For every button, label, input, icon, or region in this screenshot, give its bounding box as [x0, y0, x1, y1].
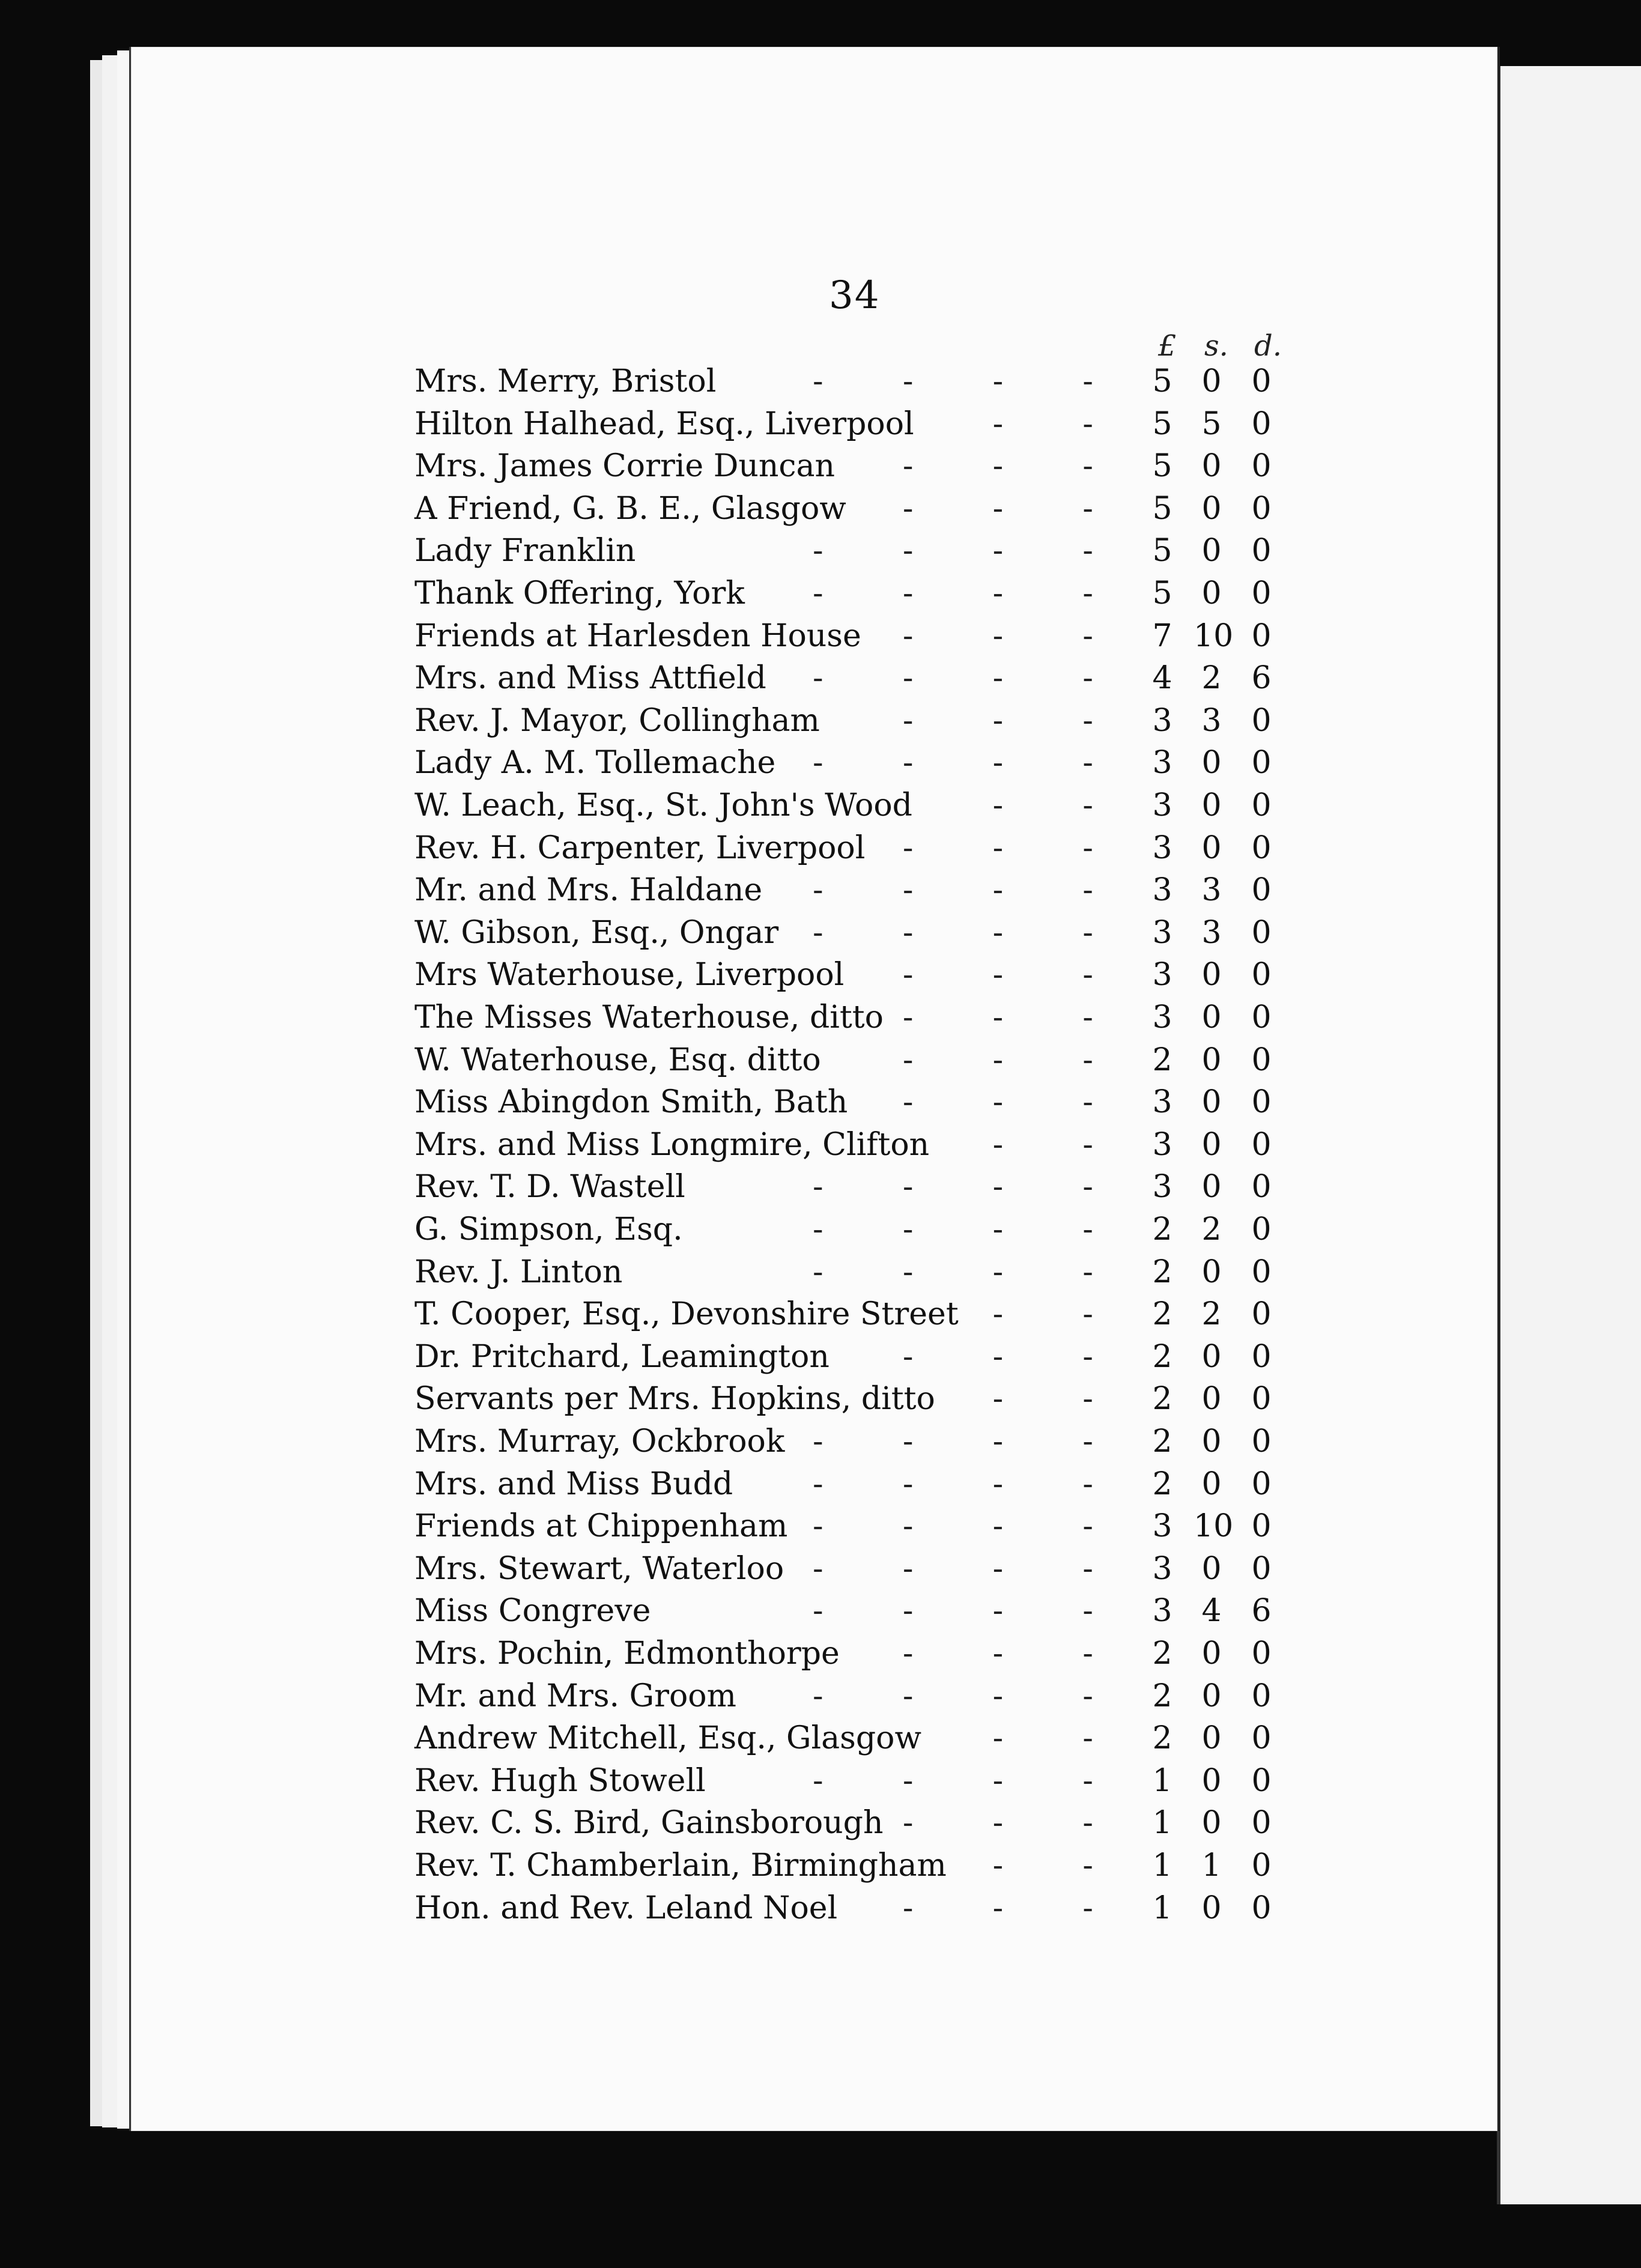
amount-shillings: 0: [1201, 1678, 1222, 1714]
amount-pounds: 3: [1152, 787, 1172, 823]
amount-pounds: 5: [1152, 533, 1172, 569]
amount-pence: 0: [1251, 1508, 1272, 1545]
amount-shillings: 2: [1201, 1211, 1222, 1248]
amount-shillings: 0: [1201, 999, 1222, 1035]
amount-shillings: 0: [1201, 1042, 1222, 1078]
list-item: [414, 403, 1297, 445]
list-item: [414, 1124, 1297, 1166]
donor-name: G. Simpson, Esq.: [414, 1208, 694, 1251]
amount-pence: 0: [1251, 1762, 1272, 1799]
list-item: [414, 742, 1297, 784]
amount-shillings: 0: [1201, 1169, 1222, 1205]
amount-pounds: 3: [1152, 872, 1172, 909]
amount-pence: 0: [1251, 1084, 1272, 1121]
amount-pence: 0: [1251, 1466, 1272, 1502]
amount-shillings: 1: [1201, 1848, 1222, 1884]
amount-pence: 0: [1251, 1042, 1272, 1078]
list-item: [414, 360, 1297, 402]
amount-pence: 0: [1251, 702, 1272, 739]
list-item: [414, 1760, 1297, 1802]
amount-pounds: 3: [1152, 999, 1172, 1035]
amount-pounds: 3: [1152, 1550, 1172, 1587]
amount-pounds: 3: [1152, 1169, 1172, 1205]
amount-pence: 0: [1251, 1424, 1272, 1460]
amount-shillings: 0: [1201, 575, 1222, 611]
amount-pence: 0: [1251, 448, 1272, 485]
amount-shillings: 0: [1201, 1720, 1222, 1757]
amount-pence: 0: [1251, 533, 1272, 569]
list-item: [414, 1166, 1297, 1208]
amount-pounds: 3: [1152, 1508, 1172, 1545]
list-item: [414, 1887, 1297, 1929]
amount-pounds: 5: [1152, 405, 1172, 442]
donor-name: Rev. T. Chamberlain, Birmingham: [414, 1845, 957, 1887]
amount-pence: 0: [1251, 1636, 1272, 1672]
donor-name: Mr. and Mrs. Haldane: [414, 869, 773, 911]
list-item: [414, 1208, 1297, 1251]
donor-name: The Misses Waterhouse, ditto: [414, 996, 894, 1038]
amount-pounds: 3: [1152, 702, 1172, 739]
donor-name: Hon. and Rev. Leland Noel: [414, 1887, 848, 1929]
amount-pence: 0: [1251, 1169, 1272, 1205]
amount-shillings: 0: [1201, 1762, 1222, 1799]
amount-shillings: 10: [1194, 617, 1234, 654]
list-item: [414, 827, 1297, 869]
amount-pence: 0: [1251, 617, 1272, 654]
amount-pounds: 5: [1152, 575, 1172, 611]
amount-pence: 0: [1251, 1805, 1272, 1842]
amount-pounds: 4: [1152, 660, 1172, 697]
column-header-shillings: s.: [1204, 329, 1228, 363]
amount-shillings: 5: [1201, 405, 1222, 442]
amount-shillings: 0: [1201, 1126, 1222, 1163]
amount-pounds: 1: [1152, 1848, 1172, 1884]
list-item: [414, 445, 1297, 487]
donor-name: Rev. H. Carpenter, Liverpool: [414, 827, 876, 869]
list-item: [414, 1293, 1297, 1335]
amount-pounds: 3: [1152, 914, 1172, 951]
amount-shillings: 2: [1201, 1296, 1222, 1333]
column-header-pence: d.: [1254, 329, 1282, 363]
donor-name: A Friend, G. B. E., Glasgow: [414, 488, 857, 530]
amount-pounds: 2: [1152, 1042, 1172, 1078]
list-item: [414, 1802, 1297, 1844]
amount-pounds: 2: [1152, 1720, 1172, 1757]
amount-pounds: 3: [1152, 1593, 1172, 1630]
amount-pence: 0: [1251, 1678, 1272, 1714]
column-header-pounds: £: [1158, 329, 1177, 363]
list-item: [414, 1463, 1297, 1505]
amount-shillings: 3: [1201, 914, 1222, 951]
amount-shillings: 0: [1201, 1084, 1222, 1121]
list-item: [414, 1336, 1297, 1378]
donor-name: Friends at Harlesden House: [414, 615, 872, 657]
amount-pounds: 7: [1152, 617, 1172, 654]
list-item: [414, 1505, 1297, 1547]
amount-pounds: 3: [1152, 1126, 1172, 1163]
donor-name: Servants per Mrs. Hopkins, ditto: [414, 1378, 946, 1420]
amount-shillings: 0: [1201, 1466, 1222, 1502]
amount-pence: 0: [1251, 1338, 1272, 1375]
amount-shillings: 0: [1201, 533, 1222, 569]
amount-pounds: 3: [1152, 1084, 1172, 1121]
list-item: [414, 615, 1297, 657]
amount-shillings: 0: [1201, 745, 1222, 781]
donor-name: Mrs Waterhouse, Liverpool: [414, 954, 855, 996]
amount-shillings: 4: [1201, 1593, 1222, 1630]
donor-name: W. Waterhouse, Esq. ditto: [414, 1039, 832, 1081]
donor-name: Mrs. and Miss Attfield: [414, 657, 777, 699]
amount-shillings: 0: [1201, 1381, 1222, 1418]
donor-name: Rev. J. Linton: [414, 1251, 633, 1293]
amount-pounds: 3: [1152, 957, 1172, 993]
amount-pounds: 3: [1152, 829, 1172, 866]
amount-pounds: 5: [1152, 448, 1172, 485]
amount-pounds: 5: [1152, 490, 1172, 527]
amount-shillings: 3: [1201, 872, 1222, 909]
amount-pounds: 2: [1152, 1678, 1172, 1714]
amount-pence: 0: [1251, 745, 1272, 781]
amount-shillings: 0: [1201, 1636, 1222, 1672]
donor-name: Miss Congreve: [414, 1590, 661, 1632]
amount-pounds: 2: [1152, 1296, 1172, 1333]
list-item: [414, 1421, 1297, 1463]
amount-pence: 0: [1251, 957, 1272, 993]
list-item: [414, 996, 1297, 1038]
donor-name: W. Leach, Esq., St. John's Wood: [414, 784, 923, 826]
donor-name: Mrs. James Corrie Duncan: [414, 445, 846, 487]
amount-pounds: 2: [1152, 1254, 1172, 1290]
donor-name: Rev. T. D. Wastell: [414, 1166, 696, 1208]
amount-pence: 0: [1251, 999, 1272, 1035]
donor-name: Thank Offering, York: [414, 572, 756, 614]
amount-pence: 6: [1251, 660, 1272, 697]
amount-pounds: 1: [1152, 1805, 1172, 1842]
amount-pounds: 2: [1152, 1381, 1172, 1418]
amount-pence: 0: [1251, 1381, 1272, 1418]
amount-shillings: 10: [1194, 1508, 1234, 1545]
amount-shillings: 0: [1201, 490, 1222, 527]
donor-name: Rev. J. Mayor, Collingham: [414, 700, 831, 742]
list-item: [414, 1548, 1297, 1590]
amount-shillings: 0: [1201, 363, 1222, 399]
amount-shillings: 0: [1201, 1338, 1222, 1375]
amount-pounds: 2: [1152, 1211, 1172, 1248]
donor-name: Mrs. Pochin, Edmonthorpe: [414, 1633, 851, 1675]
amount-pounds: 2: [1152, 1466, 1172, 1502]
amount-pence: 0: [1251, 1550, 1272, 1587]
amount-pounds: 2: [1152, 1424, 1172, 1460]
amount-pence: 0: [1251, 363, 1272, 399]
donor-name: Mrs. and Miss Longmire, Clifton: [414, 1124, 940, 1166]
list-item: [414, 954, 1297, 996]
list-item: [414, 869, 1297, 911]
donor-name: Lady Franklin: [414, 530, 646, 572]
donor-name: Lady A. M. Tollemache: [414, 742, 786, 784]
amount-pence: 0: [1251, 914, 1272, 951]
donor-name: Miss Abingdon Smith, Bath: [414, 1081, 858, 1123]
amount-pence: 6: [1251, 1593, 1272, 1630]
amount-shillings: 0: [1201, 1424, 1222, 1460]
amount-pence: 0: [1251, 405, 1272, 442]
list-item: [414, 572, 1297, 614]
amount-pounds: 1: [1152, 1762, 1172, 1799]
list-item: [414, 657, 1297, 699]
list-item: [414, 700, 1297, 742]
amount-pounds: 2: [1152, 1636, 1172, 1672]
amount-shillings: 0: [1201, 448, 1222, 485]
amount-shillings: 0: [1201, 1805, 1222, 1842]
amount-pounds: 3: [1152, 745, 1172, 781]
amount-pounds: 1: [1152, 1890, 1172, 1926]
amount-shillings: 0: [1201, 1890, 1222, 1926]
list-item: [414, 912, 1297, 954]
list-item: [414, 1378, 1297, 1420]
amount-shillings: 0: [1201, 1254, 1222, 1290]
page-number: 34: [829, 273, 881, 318]
list-item: [414, 1717, 1297, 1759]
list-item: [414, 1845, 1297, 1887]
amount-shillings: 2: [1201, 660, 1222, 697]
donor-name: Mrs. Merry, Bristol: [414, 360, 727, 402]
amount-pence: 0: [1251, 829, 1272, 866]
list-item: [414, 1251, 1297, 1293]
donor-name: Friends at Chippenham: [414, 1505, 798, 1547]
amount-pence: 0: [1251, 1848, 1272, 1884]
donor-name: Mrs. Murray, Ockbrook: [414, 1421, 795, 1463]
list-item: [414, 1675, 1297, 1717]
amount-pence: 0: [1251, 575, 1272, 611]
donor-name: Mrs. Stewart, Waterloo: [414, 1548, 795, 1590]
list-item: [414, 1081, 1297, 1123]
donor-name: Andrew Mitchell, Esq., Glasgow: [414, 1717, 932, 1759]
amount-shillings: 0: [1201, 787, 1222, 823]
list-item: [414, 784, 1297, 826]
donor-name: Rev. Hugh Stowell: [414, 1760, 717, 1802]
amount-pence: 0: [1251, 872, 1272, 909]
amount-shillings: 0: [1201, 957, 1222, 993]
list-item: [414, 488, 1297, 530]
donor-name: Mr. and Mrs. Groom: [414, 1675, 747, 1717]
amount-pounds: 5: [1152, 363, 1172, 399]
list-item: [414, 1590, 1297, 1632]
amount-pence: 0: [1251, 1254, 1272, 1290]
amount-pence: 0: [1251, 1890, 1272, 1926]
amount-pence: 0: [1251, 1211, 1272, 1248]
amount-pounds: 2: [1152, 1338, 1172, 1375]
amount-pence: 0: [1251, 1720, 1272, 1757]
amount-pence: 0: [1251, 787, 1272, 823]
list-item: [414, 1039, 1297, 1081]
donor-name: W. Gibson, Esq., Ongar: [414, 912, 789, 954]
amount-pence: 0: [1251, 490, 1272, 527]
donor-name: Dr. Pritchard, Leamington: [414, 1336, 840, 1378]
list-item: [414, 530, 1297, 572]
donor-name: Hilton Halhead, Esq., Liverpool: [414, 403, 925, 445]
amount-shillings: 0: [1201, 1550, 1222, 1587]
amount-pence: 0: [1251, 1296, 1272, 1333]
amount-pence: 0: [1251, 1126, 1272, 1163]
list-item: [414, 1633, 1297, 1675]
donor-name: Mrs. and Miss Budd: [414, 1463, 744, 1505]
amount-shillings: 0: [1201, 829, 1222, 866]
donor-name: Rev. C. S. Bird, Gainsborough: [414, 1802, 894, 1844]
donor-name: T. Cooper, Esq., Devonshire Street: [414, 1293, 969, 1335]
amount-shillings: 3: [1201, 702, 1222, 739]
